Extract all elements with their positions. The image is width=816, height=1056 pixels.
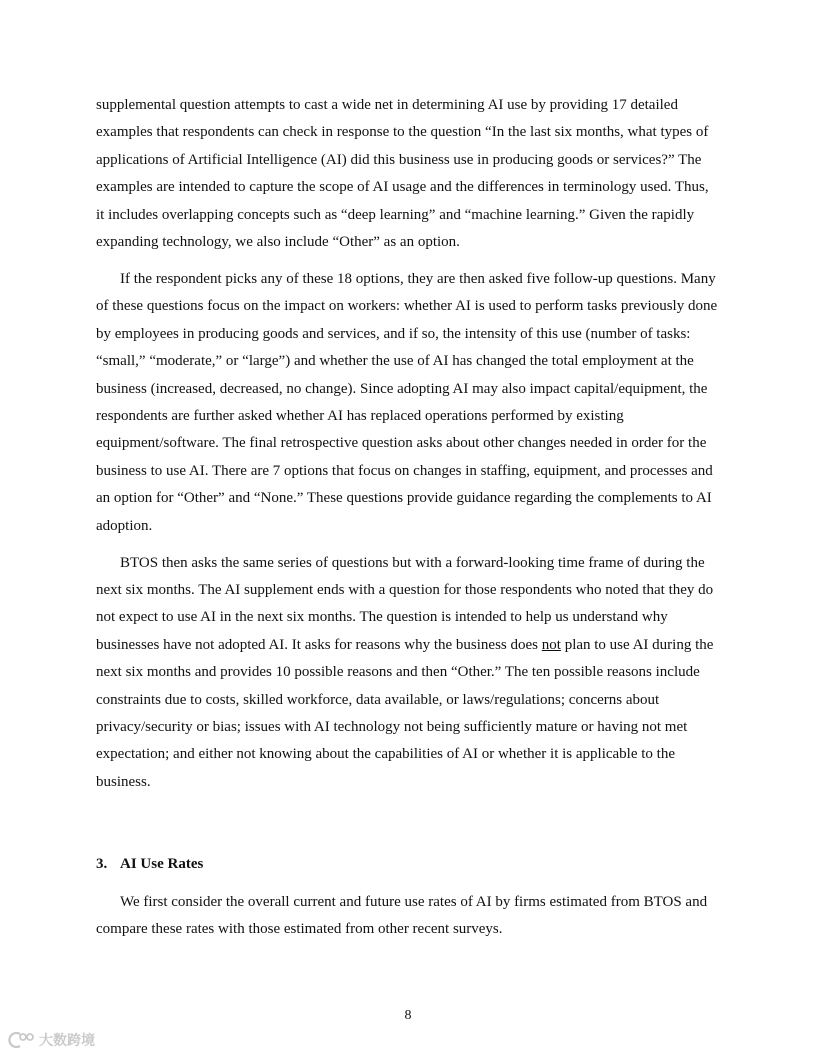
paragraph-3-part-1: BTOS then asks the same series of questions but with a forward-looking time frame of during the next six months. The AI supplement ends with a question for those respondents who noted that they do not expect to use AI in the next six months. The question is intended to help us understand why businesses have not adopted AI. It asks for reasons why the business does <box>96 554 714 653</box>
paragraph-1: supplemental question attempts to cast a wide net in determining AI use by providing 17 detailed examples that respondents can check in response to the question “In the last six months, what types of applications of Artificial Intelligence (AI) did this business use in producing goods or services?” The examples are intended to capture the scope of AI usage and the differences in terminology used. Thus, it includes overlapping concepts such as “deep learning” and “machine learning.” Given the rapidly expanding technology, we also include “Other” as an option. <box>96 97 709 251</box>
paragraph-4: We first consider the overall current and future use rates of AI by firms estimated from BTOS and compare these rates with those estimated from other recent surveys. <box>96 893 708 937</box>
watermark-text: 大数跨境 <box>39 1033 95 1049</box>
document-body <box>96 92 720 943</box>
section-number: 3. <box>96 856 108 873</box>
watermark-logo-icon <box>8 1031 36 1049</box>
page-number: 8 <box>404 1008 412 1023</box>
paragraph-3 <box>96 550 720 797</box>
paragraph-3-part-2: plan to use AI during the next six months and provides 10 possible reasons and then “Other.” The ten possible reasons include constraints due to costs, skilled workforce, data available, or laws/regulations; concerns about privacy/security or bias; issues with AI technology not being sufficiently mature or having not met expectation; and either not knowing about the capabilities of AI or whether it is applicable to the business. <box>96 636 714 790</box>
watermark <box>8 1030 95 1050</box>
paragraph-2: If the respondent picks any of these 18 options, they are then asked five follow-up questions. Many of these questions focus on the impact on workers: whether AI is used to perform tasks previously done by employees in producing goods and services, and if so, the intensity of this use (number of tasks: “small,” “moderate,” or “large”) and whether the use of AI has changed the total employment at the business (increased, decreased, no change). Since adopting AI may also impact capital/equipment, the respondents are further asked whether AI has replaced operations performed by existing equipment/software. The final retrospective question asks about other changes needed in order for the business to use AI. There are 7 options that focus on changes in staffing, equipment, and processes and an option for “Other” and “None.” These questions provide guidance regarding the complements to AI adoption. <box>96 270 718 534</box>
section-title: AI Use Rates <box>120 856 204 873</box>
underlined-word-not: not <box>541 636 561 653</box>
section-heading <box>96 851 720 878</box>
